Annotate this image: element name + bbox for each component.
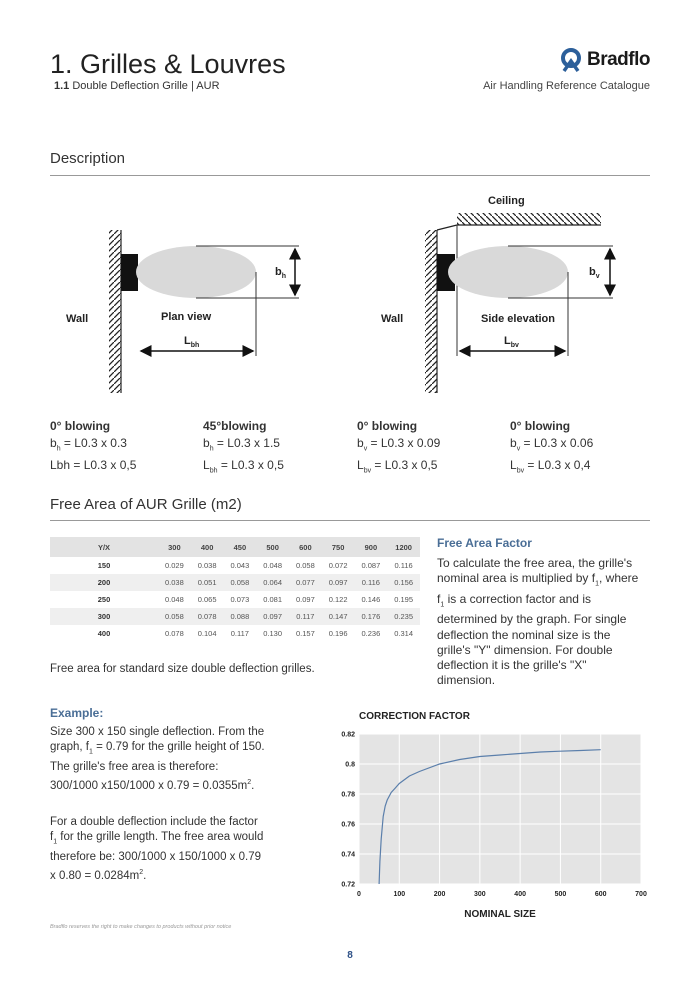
chart-x-axis-label: NOMINAL SIZE bbox=[464, 909, 536, 920]
blowing-title: 0° blowing bbox=[50, 419, 111, 433]
free-area-caption: Free area for standard size double deflection grilles. bbox=[50, 663, 315, 675]
table-cell: 0.146 bbox=[361, 595, 381, 604]
ceiling-hatch bbox=[457, 213, 601, 225]
table-row bbox=[50, 608, 420, 625]
column-header: 750 bbox=[322, 537, 355, 557]
table-cell: 0.097 bbox=[295, 595, 315, 604]
table-cell: 0.130 bbox=[263, 629, 283, 638]
row-header: 250 bbox=[97, 595, 111, 604]
table-cell: 0.058 bbox=[224, 574, 257, 591]
free-area-heading: Free Area of AUR Grille (m2) bbox=[50, 496, 242, 513]
chart-y-tick-label: 0.72 bbox=[341, 881, 355, 889]
example-title: Example: bbox=[50, 706, 104, 720]
description-heading: Description bbox=[50, 150, 126, 167]
blowing-title: 0° blowing bbox=[510, 419, 571, 433]
chart-x-tick-label: 200 bbox=[433, 891, 446, 898]
column-header: 300 bbox=[158, 537, 191, 557]
blowing-block bbox=[50, 418, 136, 480]
plan-lbh-label: $L_{bh}$ bbox=[184, 335, 200, 349]
table-cell: 0.116 bbox=[355, 574, 388, 591]
blowing-line-1: $b_v = L0.3$ x 0.09 bbox=[357, 436, 441, 453]
table-row bbox=[50, 625, 420, 642]
product-code: AUR bbox=[196, 80, 220, 92]
table-cell: 0.314 bbox=[394, 629, 414, 638]
section-number: 1.1 bbox=[54, 80, 70, 92]
plan-wall-hatch bbox=[109, 230, 121, 393]
free-area-factor-title: Free Area Factor bbox=[437, 536, 532, 550]
table-cell: 0.043 bbox=[230, 561, 250, 570]
table-cell: 0.157 bbox=[295, 629, 315, 638]
table-cell: 0.048 bbox=[263, 561, 283, 570]
side-bv-label: $b_v$ bbox=[589, 266, 600, 280]
table-cell: 0.029 bbox=[164, 561, 184, 570]
table-cell: 0.078 bbox=[164, 629, 184, 638]
table-header-row bbox=[50, 537, 420, 557]
table-cell: 0.081 bbox=[263, 595, 283, 604]
table-row bbox=[50, 557, 420, 574]
chart-y-tick-label: 0.74 bbox=[341, 851, 355, 859]
plan-bh-label: $b_h$ bbox=[275, 266, 287, 280]
correction-factor-chart bbox=[330, 700, 670, 930]
row-header: 400 bbox=[97, 629, 111, 638]
chart-plot-area bbox=[359, 734, 641, 884]
row-header: 300 bbox=[50, 608, 158, 625]
example-paragraph-1: Size 300 x 150 single deflection. From the graph, $f_1 = 0.79$ for the grille height of 150. The grille's free area is therefore: 300/1000 x150/1000 x $0.79 = 0.0355m^2$. bbox=[50, 726, 265, 792]
table-cell: 0.122 bbox=[328, 595, 348, 604]
chart-x-tick-label: 300 bbox=[474, 891, 486, 898]
chart-x-tick-label: 100 bbox=[393, 891, 406, 898]
blowing-title: 45°blowing bbox=[203, 419, 267, 433]
table-row bbox=[50, 591, 420, 608]
table-cell: 0.117 bbox=[289, 608, 322, 625]
blowing-title: 0° blowing bbox=[357, 419, 418, 433]
table-cell: 0.088 bbox=[224, 608, 257, 625]
page-number: 8 bbox=[347, 950, 353, 961]
ceiling-label: Ceiling bbox=[488, 195, 525, 207]
table-row bbox=[50, 574, 420, 591]
side-elevation-diagram bbox=[381, 195, 613, 393]
column-header: 450 bbox=[224, 537, 257, 557]
subtitle-separator: | bbox=[190, 80, 194, 92]
blowing-block bbox=[357, 418, 440, 480]
brand-name: Bradflo bbox=[587, 49, 650, 70]
side-wall-label: Wall bbox=[381, 313, 404, 325]
table-cell: 0.097 bbox=[322, 574, 355, 591]
page-title: 1. Grilles & Louvres bbox=[50, 49, 286, 79]
table-cell: 0.116 bbox=[394, 561, 413, 570]
table-cell: 0.058 bbox=[158, 608, 191, 625]
plan-view-diagram bbox=[66, 230, 299, 393]
side-wall-hatch bbox=[425, 230, 437, 393]
free-area-factor-text: To calculate the free area, the grille's nominal area is multiplied by $f_1$, where $f_1$ is a correction factor and is determined by the graph. For single deflection the nominal size is the grille's "Y" dimension. For double deflection it is the grille's "X" dimension. bbox=[437, 556, 639, 688]
free-area-table bbox=[50, 537, 420, 642]
plan-grille bbox=[121, 254, 138, 291]
chart-x-tick-label: 600 bbox=[594, 891, 607, 898]
table-cell: 0.104 bbox=[197, 629, 217, 638]
column-header: 900 bbox=[355, 537, 388, 557]
blowing-line-1: $b_v = L0.3$ x 0.06 bbox=[510, 436, 594, 453]
chart-x-tick-label: 700 bbox=[635, 891, 647, 898]
side-view-label: Side elevation bbox=[481, 313, 555, 325]
example-paragraph-2: For a double deflection include the factor $f_1$ for the grille length. The free area would therefore be: 300/1000 x 150/1000 x 0.79 x $0.80 = 0.0284m^2$. bbox=[50, 816, 264, 882]
table-cell: 0.235 bbox=[387, 608, 420, 625]
table-cell: 0.072 bbox=[328, 561, 348, 570]
blowing-block bbox=[510, 418, 593, 480]
chart-y-tick-label: 0.82 bbox=[341, 731, 355, 739]
disclaimer: Bradflo reserves the right to make changes to products without prior notice bbox=[50, 924, 232, 930]
free-area-divider bbox=[50, 520, 650, 521]
table-cell: 0.147 bbox=[322, 608, 355, 625]
blowing-line-1: $b_h = L0.3$ x 0.3 bbox=[50, 436, 127, 453]
plan-view-label: Plan view bbox=[161, 311, 212, 323]
chart-x-tick-label: 0 bbox=[357, 891, 361, 898]
table-cell: 0.195 bbox=[394, 595, 414, 604]
table-corner-header: Y/X bbox=[50, 537, 158, 557]
blowing-line-2: $L_{bv} = L0.3$ x 0,5 bbox=[357, 458, 438, 475]
table-cell: 0.064 bbox=[256, 574, 289, 591]
chart-y-tick-label: 0.78 bbox=[341, 791, 355, 799]
plan-air-jet bbox=[136, 246, 256, 298]
row-header: 200 bbox=[50, 574, 158, 591]
table-cell: 0.097 bbox=[256, 608, 289, 625]
table-cell: 0.058 bbox=[295, 561, 315, 570]
column-header: 500 bbox=[256, 537, 289, 557]
chart-y-tick-label: 0.8 bbox=[345, 761, 355, 769]
table-cell: 0.073 bbox=[230, 595, 250, 604]
column-header: 1200 bbox=[387, 537, 420, 557]
catalogue-name: Air Handling Reference Catalogue bbox=[483, 80, 650, 92]
table-cell: 0.176 bbox=[355, 608, 388, 625]
table-cell: 0.156 bbox=[387, 574, 420, 591]
side-lbv-label: $L_{bv}$ bbox=[504, 335, 519, 349]
side-air-jet bbox=[448, 246, 568, 298]
table-cell: 0.236 bbox=[361, 629, 381, 638]
table-cell: 0.077 bbox=[289, 574, 322, 591]
table-cell: 0.048 bbox=[164, 595, 184, 604]
table-cell: 0.117 bbox=[230, 629, 249, 638]
table-cell: 0.038 bbox=[158, 574, 191, 591]
table-cell: 0.087 bbox=[361, 561, 381, 570]
chart-x-tick-label: 400 bbox=[514, 891, 526, 898]
blowing-block bbox=[203, 418, 284, 480]
table-cell: 0.051 bbox=[191, 574, 224, 591]
plan-wall-label: Wall bbox=[66, 313, 89, 325]
chart-y-tick-label: 0.76 bbox=[341, 821, 355, 829]
row-header: 150 bbox=[97, 561, 111, 570]
blowing-line-2: $L_{bh} = L0.3$ x 0,5 bbox=[203, 458, 284, 475]
blowing-line-2: Lbh = L0.3 x 0,5 bbox=[50, 458, 137, 473]
airflow-diagrams bbox=[0, 0, 700, 420]
table-cell: 0.078 bbox=[191, 608, 224, 625]
table-cell: 0.038 bbox=[197, 561, 217, 570]
section-name: Double Deflection Grille bbox=[72, 80, 188, 92]
column-header: 600 bbox=[289, 537, 322, 557]
table-cell: 0.065 bbox=[197, 595, 217, 604]
chart-title: CORRECTION FACTOR bbox=[359, 711, 470, 722]
blowing-line-2: $L_{bv} = L0.3$ x 0,4 bbox=[510, 458, 591, 475]
blowing-line-1: $b_h = L0.3$ x 1.5 bbox=[203, 436, 280, 453]
table-cell: 0.196 bbox=[328, 629, 348, 638]
chart-x-tick-label: 500 bbox=[554, 891, 567, 898]
column-header: 400 bbox=[191, 537, 224, 557]
